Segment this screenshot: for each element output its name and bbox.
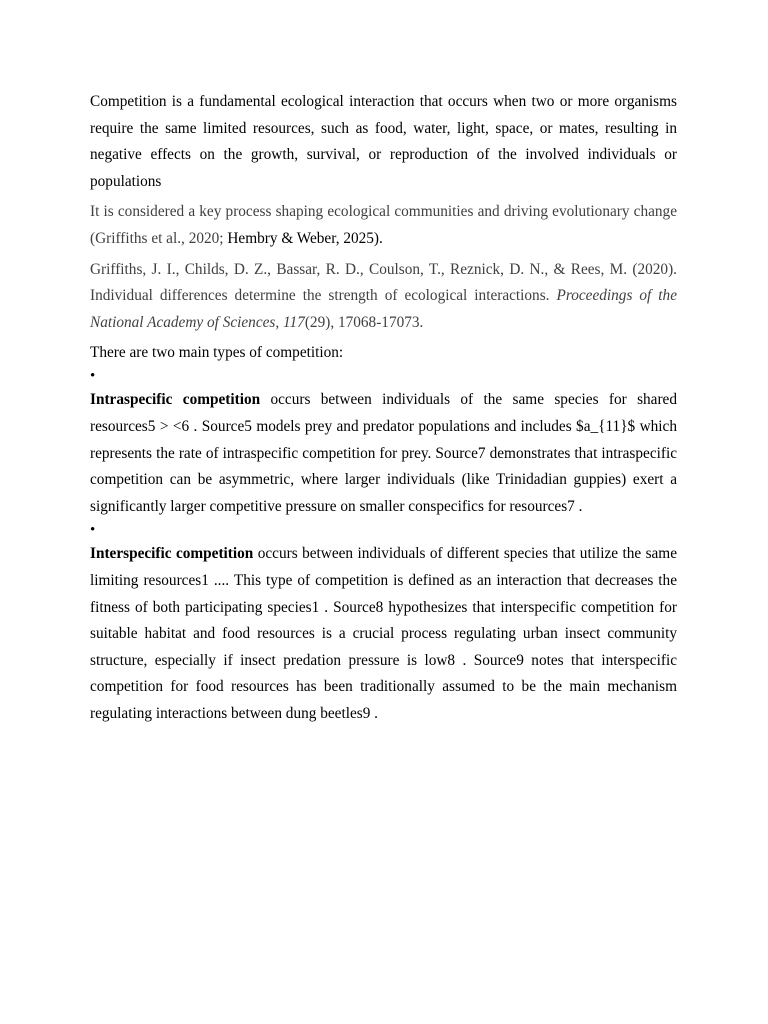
document-body — [90, 89, 677, 727]
paragraph-intro: There are two main types of competition: — [90, 344, 344, 362]
bullet-marker: • — [90, 368, 96, 385]
term-interspecific: Interspecific competition — [90, 545, 254, 563]
bullet-marker: • — [90, 522, 96, 539]
list-item-intraspecific — [90, 387, 677, 520]
citation-text-grey: It is considered a key process shaping ecological communities and driving evolutionary change (Griffiths et al., 2020; — [90, 203, 677, 247]
item-text-interspecific: occurs between individuals of different species that utilize the same limiting resources1 .... This type of competition is defined as an interaction that decreases the fitness of both participating species1 . Source8 hypothesizes that interspecific competition for suitable habitat and food resources is a crucial process regulating urban insect community structure, especially if insect predation pressure is low8 . Source9 notes that interspecific competition for food resources has been traditionally assumed to be the main mechanism regulating interactions between dung beetles9 . — [90, 545, 677, 722]
paragraph-definition: Competition is a fundamental ecological interaction that occurs when two or more organisms require the same limited resources, such as food, water, light, space, or mates, resulting in negative effects on the growth, survival, or reproduction of the involved individuals or populations — [90, 93, 677, 190]
reference-entry — [90, 257, 677, 337]
reference-journal: Proceedings of the National Academy of Sciences — [90, 287, 677, 331]
reference-rest: (29), 17068-17073. — [304, 313, 424, 331]
item-text-intraspecific: occurs between individuals of the same species for shared resources5 > <6 . Source5 models prey and predator populations and includes $a_{11}$ which represents the rate of intraspecific competition for prey. Source7 demonstrates that intraspecific competition can be asymmetric, where larger individuals (like Trinidadian guppies) exert a significantly larger competitive pressure on smaller conspecifics for resources7 . — [90, 391, 677, 515]
reference-volume: 117 — [283, 313, 305, 331]
reference-sep: , — [275, 313, 284, 331]
list-item-interspecific — [90, 541, 677, 727]
citation-text-dark: Hembry & Weber, 2025). — [227, 229, 383, 247]
paragraph-key-process — [90, 199, 677, 252]
reference-authors: Griffiths, J. I., Childs, D. Z., Bassar, R. D., Coulson, T., Reznick, D. N., & Rees, M. (2020). Individual differences determine the strength of ecological interactions. — [90, 260, 677, 305]
term-intraspecific: Intraspecific competition — [90, 391, 261, 409]
